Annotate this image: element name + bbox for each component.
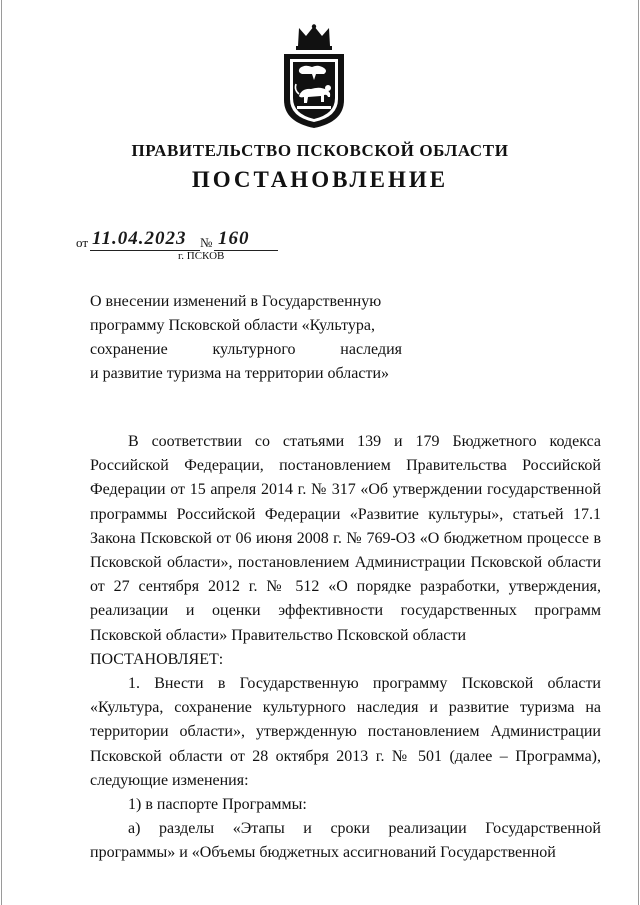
pskov-coat-of-arms-icon <box>272 24 356 130</box>
scan-right-edge <box>638 0 639 905</box>
document-type-title: ПОСТАНОВЛЕНИЕ <box>191 167 449 192</box>
body-paragraph-preamble: В соответствии со статьями 139 и 179 Бюджетного кодекса Российской Федерации, постановлением Правительства Российской Федерации от 15 апреля 2014 г. № 317 «Об утверждении государственной программы Российской Федерации «Развитие культуры», статьей 17.1 Закона Псковской от 06 июня 2008 г. № 769-ОЗ «О бюджетном процессе в Псковской области», постановлением Администрации Псковской области от 27 сентября 2012 г. № 512 «О порядке разработки, утверждения, реализации и оценки эффективности государственных программ Псковской области» Правительство Псковской области <box>90 433 601 644</box>
handwritten-number: 160 <box>218 228 250 249</box>
handwritten-date: 11.04.2023 <box>92 228 187 249</box>
body-paragraph-subitem-a: а) разделы «Этапы и сроки реализации Государственной программы» и «Объемы бюджетных ассигнований Государственной <box>90 820 601 862</box>
city-label: г. ПСКОВ <box>178 250 225 262</box>
scan-left-edge <box>1 0 2 905</box>
subject-line: сохранение культурного наследия <box>90 341 402 358</box>
body-paragraph-resolves: ПОСТАНОВЛЯЕТ: <box>90 650 224 668</box>
number-label: № <box>200 235 213 250</box>
body-paragraph-subitem-1: 1) в паспорте Программы: <box>128 796 307 814</box>
date-from-label: от <box>76 235 89 250</box>
subject-line: О внесении изменений в Государственную <box>90 293 382 310</box>
body-paragraph-item-1: 1. Внести в Государственную программу Псковской области «Культура, сохранение культурного наследия и развитие туризма на территории области», утвержденную постановлением Администрации Псковской области от 28 октября 2013 г. № 501 (далее – Программа), следующие изменения: <box>90 675 601 789</box>
organization-title: ПРАВИТЕЛЬСТВО ПСКОВСКОЙ ОБЛАСТИ <box>131 141 509 160</box>
document-body <box>90 430 601 866</box>
subject-line: и развитие туризма на территории области» <box>90 365 390 382</box>
document-subject <box>90 290 402 386</box>
subject-line: программу Псковской области «Культура, <box>90 317 375 334</box>
